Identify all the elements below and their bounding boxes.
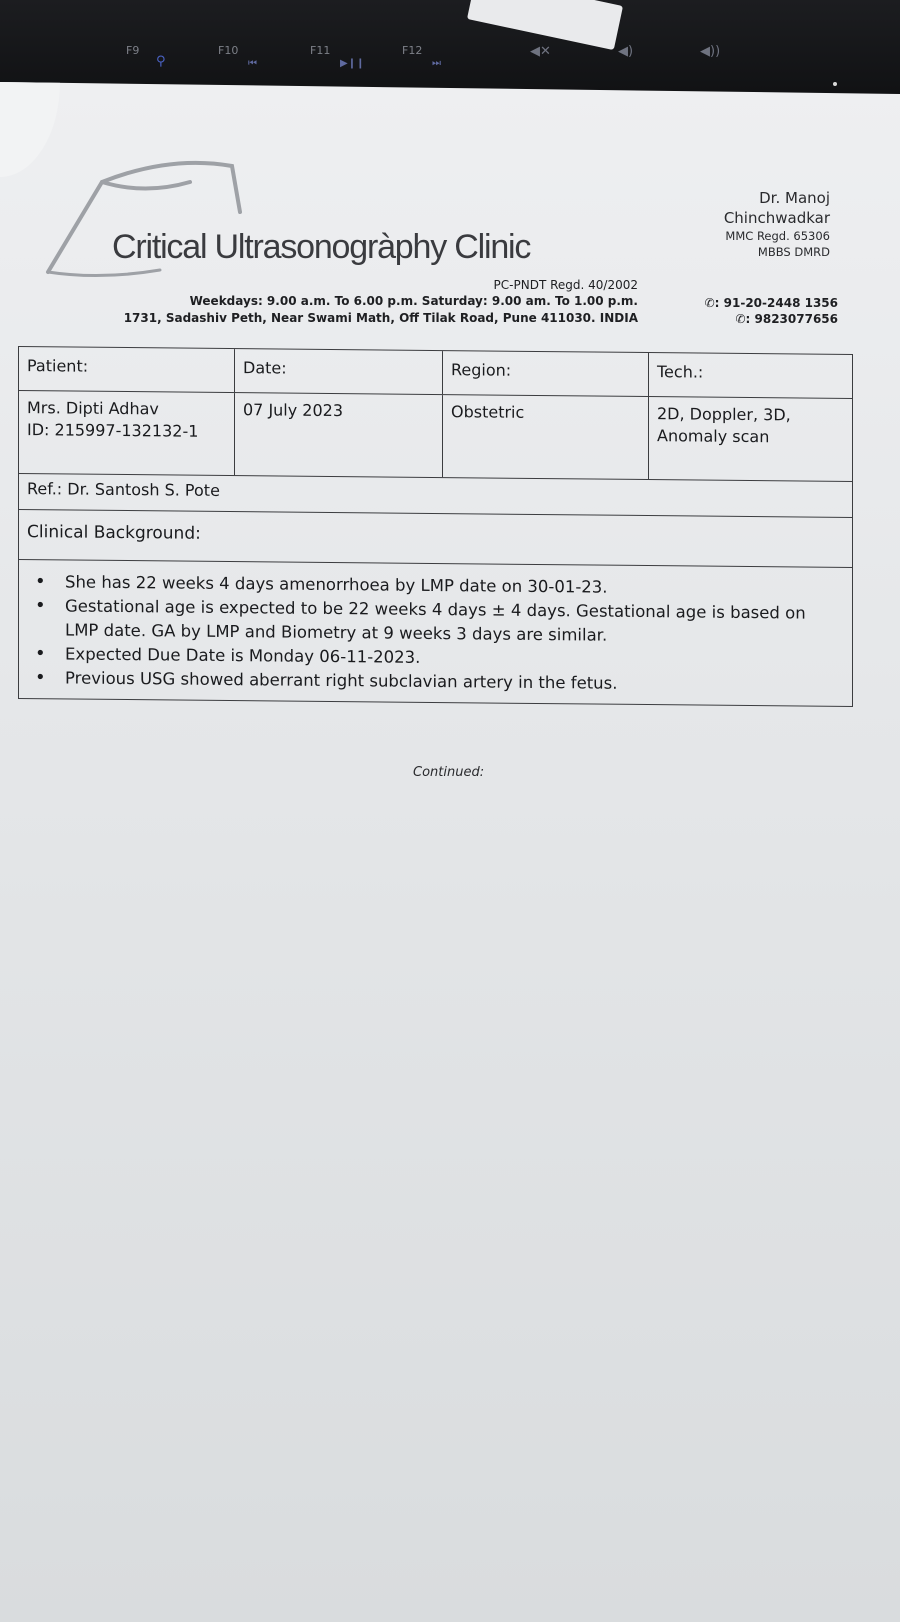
tech-line2: Anomaly scan	[657, 426, 770, 447]
list-item: • Previous USG showed aberrant right subclavian artery in the fetus.	[29, 666, 840, 698]
mobile-number: ✆: 9823077656	[735, 312, 838, 326]
play-pause-icon: ▶❙❙	[340, 58, 365, 69]
paper-corner	[467, 0, 623, 50]
table-values-row	[18, 391, 853, 482]
f10-key	[208, 28, 288, 76]
f11-key-label: F11	[310, 44, 331, 57]
list-item: • Expected Due Date is Monday 06-11-2023.	[29, 642, 840, 674]
previous-track-icon: ⏮	[248, 58, 257, 69]
doctor-qualification: MBBS DMRD	[757, 245, 830, 259]
f9-key-label: F9	[126, 44, 140, 57]
tech-cell	[649, 397, 851, 481]
list-item: • Gestational age is expected to be 22 weeks 4 days ± 4 days. Gestational age is based on LMP date. GA by LMP and Biometry at 9 weeks 3 days are similar.	[29, 594, 840, 650]
region-header: Region:	[443, 351, 649, 396]
f11-key	[300, 28, 380, 76]
clinical-background-row	[18, 510, 853, 568]
f12-key	[392, 28, 472, 76]
clinic-name: Critical Ultrasonogràphy Clinic	[112, 228, 531, 266]
table-header-row	[18, 346, 853, 399]
volume-up-icon: ◀))	[700, 44, 721, 59]
doctor-name-line1: Dr. Manoj	[759, 189, 830, 207]
region-value: Obstetric	[443, 395, 649, 479]
doctor-block	[724, 188, 830, 260]
date-value: 07 July 2023	[235, 393, 443, 477]
doctor-name-line2: Chinchwadkar	[723, 209, 830, 227]
referral-doctor: Ref.: Dr. Santosh S. Pote	[27, 479, 220, 500]
volume-down-icon: ◀)	[618, 44, 634, 59]
indicator-dot	[833, 82, 837, 86]
clinic-hours: Weekdays: 9.00 a.m. To 6.00 p.m. Saturday: 9.00 am. To 1.00 p.m.	[189, 294, 638, 308]
patient-id: ID: 215997-132132-1	[27, 420, 199, 441]
f9-key	[116, 28, 196, 76]
next-track-icon: ⏭	[432, 58, 441, 69]
date-header: Date:	[235, 349, 443, 394]
pcpndt-registration: PC-PNDT Regd. 40/2002	[493, 278, 638, 292]
f12-key-label: F12	[402, 44, 423, 57]
clinical-bullet-list	[29, 570, 840, 698]
phone-number: ✆: 91-20-2448 1356	[704, 296, 838, 310]
patient-cell	[19, 391, 235, 475]
report-table	[18, 346, 853, 707]
f10-key-label: F10	[218, 44, 239, 57]
tech-header: Tech.:	[657, 362, 704, 382]
tech-line1: 2D, Doppler, 3D,	[657, 404, 791, 425]
patient-header: Patient:	[19, 347, 235, 392]
clinical-bullets-row	[18, 560, 853, 707]
search-icon: ⚲	[156, 54, 166, 69]
contact-block	[705, 295, 838, 327]
list-item: • She has 22 weeks 4 days amenorrhoea by LMP date on 30-01-23.	[29, 570, 840, 602]
patient-name: Mrs. Dipti Adhav	[27, 398, 159, 419]
clinical-background-label: Clinical Background:	[27, 522, 201, 544]
clinic-address: 1731, Sadashiv Peth, Near Swami Math, Off Tilak Road, Pune 411030. INDIA	[123, 311, 638, 325]
mute-icon: ◀✕	[530, 44, 551, 59]
mmc-registration: MMC Regd. 65306	[725, 229, 830, 243]
continued-label: Continued:	[413, 765, 485, 780]
